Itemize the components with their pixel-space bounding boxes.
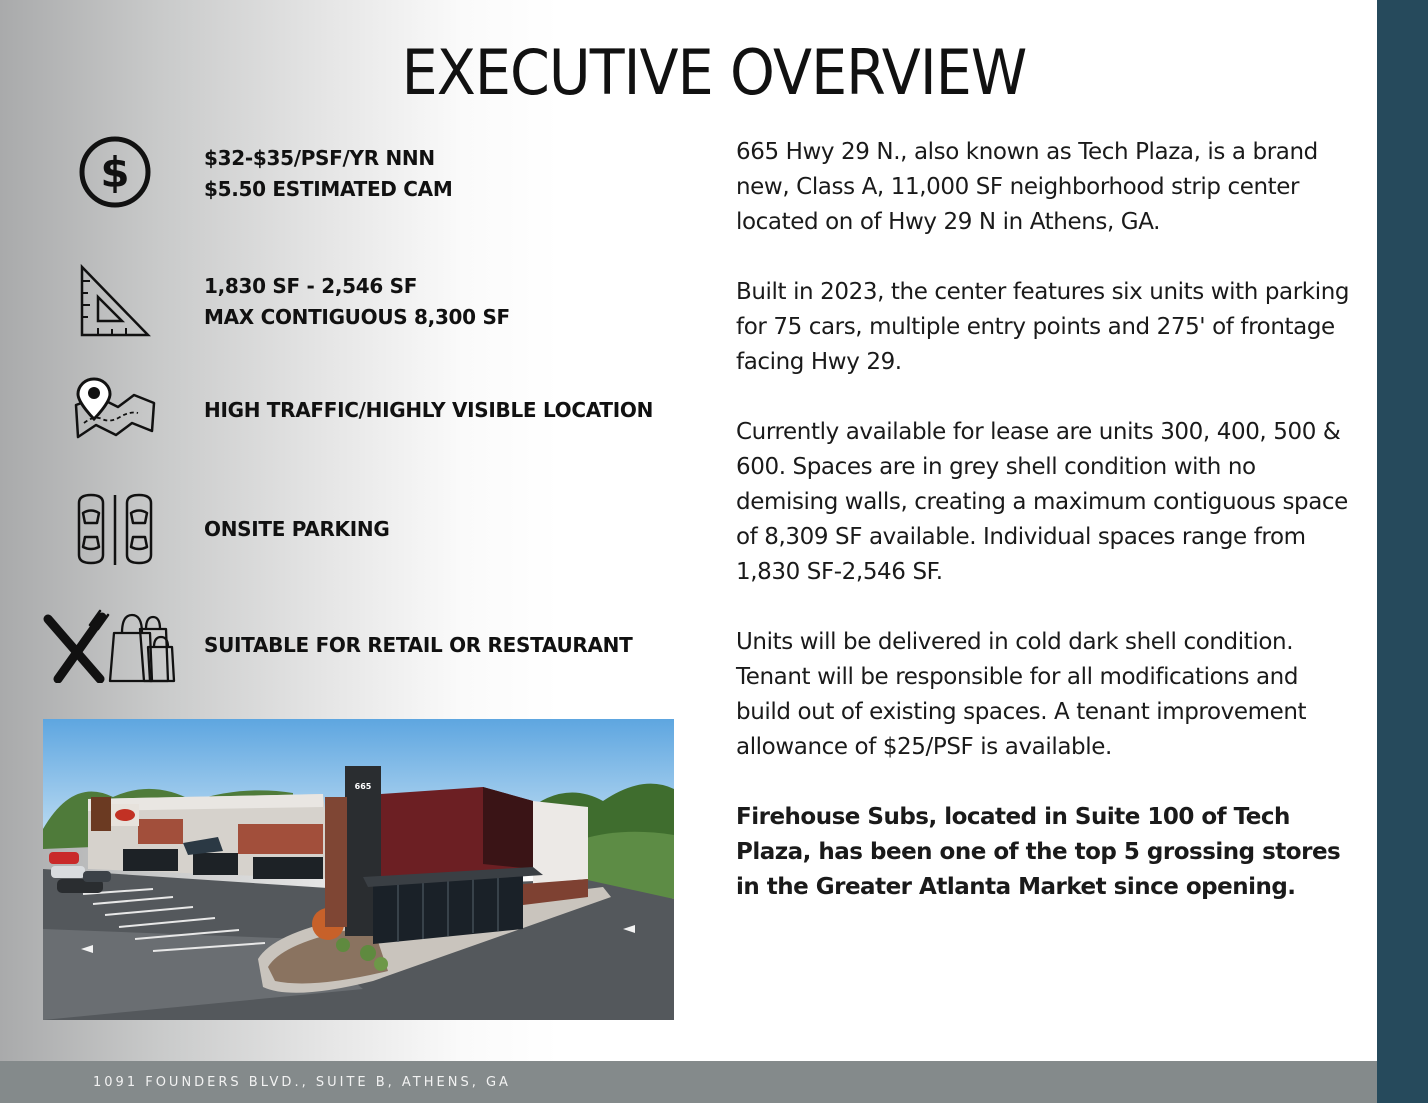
footer-address: 1091 FOUNDERS BLVD., SUITE B, ATHENS, GA — [93, 1075, 511, 1090]
fork-knife-shopping-bags-icon — [40, 600, 180, 690]
dollar-circle-icon — [40, 127, 190, 217]
description-highlight: Firehouse Subs, located in Suite 100 of Tech Plaza, has been one of the top 5 grossing stores in the Greater Atlanta Market since opening. — [736, 804, 1341, 900]
feature-location-line-1: HIGH TRAFFIC/HIGHLY VISIBLE LOCATION — [204, 398, 654, 422]
description-paragraph-1: 665 Hwy 29 N., also known as Tech Plaza, is a brand new, Class A, 11,000 SF neighborhood strip center located on of Hwy 29 N in Athens, GA. — [736, 139, 1318, 235]
description-paragraph-2: Built in 2023, the center features six units with parking for 75 cars, multiple entry points and 275' of frontage facing Hwy 29. — [736, 279, 1350, 375]
feature-pricing-line-2: $5.50 ESTIMATED CAM — [204, 177, 453, 201]
feature-size — [0, 256, 700, 346]
feature-use — [0, 600, 700, 690]
description-paragraph-3: Currently available for lease are units 300, 400, 500 & 600. Spaces are in grey shell condition with no demising walls, creating a maximum contiguous space of 8,309 SF available. Individual spaces range from 1,830 SF-2,546 SF. — [736, 419, 1348, 585]
feature-parking — [0, 484, 700, 574]
feature-size-line-2: MAX CONTIGUOUS 8,300 SF — [204, 305, 510, 329]
right-accent-bar — [1377, 0, 1428, 1103]
description-paragraph-4: Units will be delivered in cold dark shell condition. Tenant will be responsible for all modifications and build out of existing spaces. A tenant improvement allowance of $25/PSF is available. — [736, 629, 1307, 760]
set-square-icon — [40, 256, 190, 346]
description — [736, 135, 1356, 940]
feature-use-line-1: SUITABLE FOR RETAIL OR RESTAURANT — [204, 633, 633, 657]
feature-parking-line-1: ONSITE PARKING — [204, 517, 390, 541]
feature-location — [0, 365, 700, 455]
feature-pricing — [0, 127, 700, 217]
building-number: 665 — [354, 782, 372, 791]
parking-cars-icon — [40, 484, 190, 574]
footer-accent — [1377, 1061, 1428, 1103]
svg-text:$: $ — [100, 148, 130, 197]
footer-bar — [0, 1061, 1428, 1103]
page-title: EXECUTIVE OVERVIEW — [401, 36, 1027, 109]
property-photo — [43, 719, 674, 1020]
feature-pricing-line-1: $32-$35/PSF/YR NNN — [204, 146, 435, 170]
map-pin-icon — [40, 365, 190, 455]
feature-size-line-1: 1,830 SF - 2,546 SF — [204, 274, 418, 298]
